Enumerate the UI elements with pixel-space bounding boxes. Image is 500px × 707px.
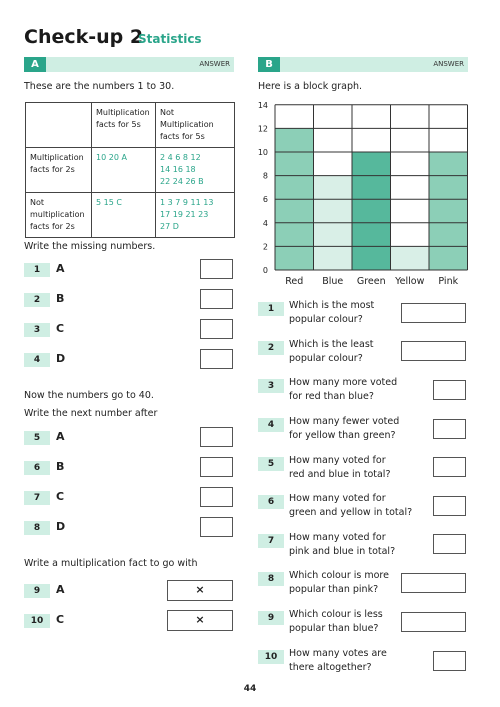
table-cell-r2c1: 5 15 C	[92, 193, 156, 238]
table-cell-r2c2-line2: 17 19 21 23	[160, 210, 209, 219]
question-text: Which colour is less popular than blue?	[289, 609, 383, 634]
bar-block-green	[352, 152, 391, 176]
table-cell-r1c2	[156, 148, 235, 193]
table-cell-r2c2	[156, 193, 235, 238]
page-subtitle: Statistics	[138, 32, 202, 46]
bar-block-blue	[314, 199, 353, 223]
section-b-intro: Here is a block graph.	[258, 81, 363, 92]
section-b-answer-label: ANSWER	[433, 60, 464, 68]
instruction-next-number: Write the next number after	[24, 408, 158, 419]
question-letter: D	[56, 520, 66, 533]
question-number: 6	[24, 461, 50, 475]
section-b-letter: B	[258, 57, 280, 72]
table-corner	[26, 103, 92, 148]
question-number: 5	[24, 431, 50, 445]
bar-block-pink	[429, 176, 468, 200]
table-header-notmult5: Not Multiplication facts for 5s	[156, 103, 235, 148]
question-number: 3	[258, 379, 284, 393]
answer-box[interactable]	[401, 612, 466, 632]
question-letter: A	[56, 430, 65, 443]
bar-block-green	[352, 176, 391, 200]
question-number: 4	[24, 353, 50, 367]
question-number: 8	[24, 521, 50, 535]
question-text: Which is the most popular colour?	[289, 300, 375, 325]
question-number: 9	[24, 584, 50, 598]
instruction-numbers-to-40: Now the numbers go to 40.	[24, 390, 154, 401]
answer-box[interactable]	[200, 319, 233, 339]
answer-box[interactable]	[200, 259, 233, 279]
question-number: 3	[24, 323, 50, 337]
venn-table	[25, 102, 235, 238]
question-number: 2	[258, 341, 284, 355]
bar-block-yellow	[391, 246, 430, 270]
question-text: Which colour is more popular than pink?	[289, 570, 389, 595]
page-number: 44	[243, 684, 257, 694]
answer-box[interactable]	[401, 573, 466, 593]
question-number: 1	[24, 263, 50, 277]
bar-block-blue	[314, 176, 353, 200]
answer-box[interactable]	[401, 303, 466, 323]
question-number: 2	[24, 293, 50, 307]
bar-block-red	[275, 152, 314, 176]
x-tick-label: Blue	[322, 276, 344, 287]
answer-box[interactable]	[200, 289, 233, 309]
question-text: Which is the least popular colour?	[289, 339, 374, 364]
instruction-multiplication-fact: Write a multiplication fact to go with	[24, 558, 198, 569]
answer-box[interactable]	[433, 419, 466, 439]
multiplication-answer-box[interactable]: ×	[167, 580, 233, 601]
table-cell-r1c2-line2: 14 16 18	[160, 165, 196, 174]
answer-box[interactable]	[401, 341, 466, 361]
question-letter: A	[56, 262, 65, 275]
question-number: 1	[258, 302, 284, 316]
block-graph	[250, 96, 475, 291]
bar-block-red	[275, 223, 314, 247]
answer-box[interactable]	[433, 496, 466, 516]
instruction-missing-numbers: Write the missing numbers.	[24, 241, 156, 252]
question-letter: C	[56, 613, 65, 626]
table-cell-r1c2-line3: 22 24 26 B	[160, 177, 204, 186]
section-a-intro: These are the numbers 1 to 30.	[24, 81, 175, 92]
multiplication-answer-box[interactable]: ×	[167, 610, 233, 631]
y-tick-label: 12	[257, 124, 268, 134]
bar-block-green	[352, 246, 391, 270]
answer-box[interactable]	[433, 651, 466, 671]
question-number: 7	[24, 491, 50, 505]
question-number: 6	[258, 495, 284, 509]
bar-block-pink	[429, 223, 468, 247]
question-number: 7	[258, 534, 284, 548]
y-tick-label: 4	[262, 218, 268, 228]
x-tick-label: Green	[356, 276, 386, 287]
question-letter: D	[56, 352, 66, 365]
answer-box[interactable]	[433, 380, 466, 400]
question-letter: C	[56, 490, 65, 503]
table-row-head-notmult2: Not multiplication facts for 2s	[26, 193, 92, 238]
y-tick-label: 0	[262, 266, 268, 275]
question-text: How many more voted for red than blue?	[289, 377, 398, 402]
question-number: 9	[258, 611, 284, 625]
question-text: How many voted for pink and blue in total?	[289, 532, 396, 557]
question-number: 4	[258, 418, 284, 432]
question-letter: B	[56, 292, 65, 305]
answer-box[interactable]	[200, 349, 233, 369]
bar-block-pink	[429, 199, 468, 223]
question-text: How many fewer voted for yellow than green?	[289, 416, 400, 441]
bar-block-blue	[314, 223, 353, 247]
answer-box[interactable]	[433, 534, 466, 554]
bar-block-pink	[429, 246, 468, 270]
x-tick-label: Pink	[438, 276, 459, 287]
bar-block-blue	[314, 246, 353, 270]
bar-block-pink	[429, 152, 468, 176]
question-text: How many voted for green and yellow in total?	[289, 493, 413, 518]
table-cell-r1c1: 10 20 A	[92, 148, 156, 193]
question-number: 10	[258, 650, 284, 664]
question-letter: C	[56, 322, 65, 335]
page-title: Check-up 2	[24, 26, 144, 48]
answer-box[interactable]	[200, 487, 233, 507]
x-tick-label: Red	[285, 276, 304, 287]
answer-box[interactable]	[433, 457, 466, 477]
y-tick-label: 14	[257, 100, 268, 110]
section-a-answer-label: ANSWER	[199, 60, 230, 68]
table-header-mult5: Multiplication facts for 5s	[92, 103, 156, 148]
question-text: How many voted for red and blue in total?	[289, 455, 391, 480]
y-tick-label: 8	[262, 171, 268, 181]
question-number: 10	[24, 614, 50, 628]
bar-block-red	[275, 128, 314, 152]
x-tick-label: Yellow	[395, 276, 425, 287]
y-tick-label: 6	[262, 195, 268, 205]
bar-block-green	[352, 199, 391, 223]
answer-box[interactable]	[200, 517, 233, 537]
question-letter: A	[56, 583, 65, 596]
bar-block-red	[275, 199, 314, 223]
section-a-letter: A	[24, 57, 46, 72]
y-tick-label: 10	[257, 148, 268, 157]
table-cell-r1c2-line1: 2 4 6 8 12	[160, 153, 201, 162]
question-number: 8	[258, 572, 284, 586]
table-cell-r2c2-line3: 27 D	[160, 222, 179, 231]
answer-box[interactable]	[200, 457, 233, 477]
question-text: How many votes are there altogether?	[289, 648, 387, 673]
bar-block-red	[275, 246, 314, 270]
answer-box[interactable]	[200, 427, 233, 447]
y-tick-label: 2	[262, 242, 268, 252]
bar-block-red	[275, 176, 314, 200]
table-cell-r2c2-line1: 1 3 7 9 11 13	[160, 198, 214, 207]
table-row-head-mult2: Multiplication facts for 2s	[26, 148, 92, 193]
bar-block-green	[352, 223, 391, 247]
question-number: 5	[258, 457, 284, 471]
question-letter: B	[56, 460, 65, 473]
